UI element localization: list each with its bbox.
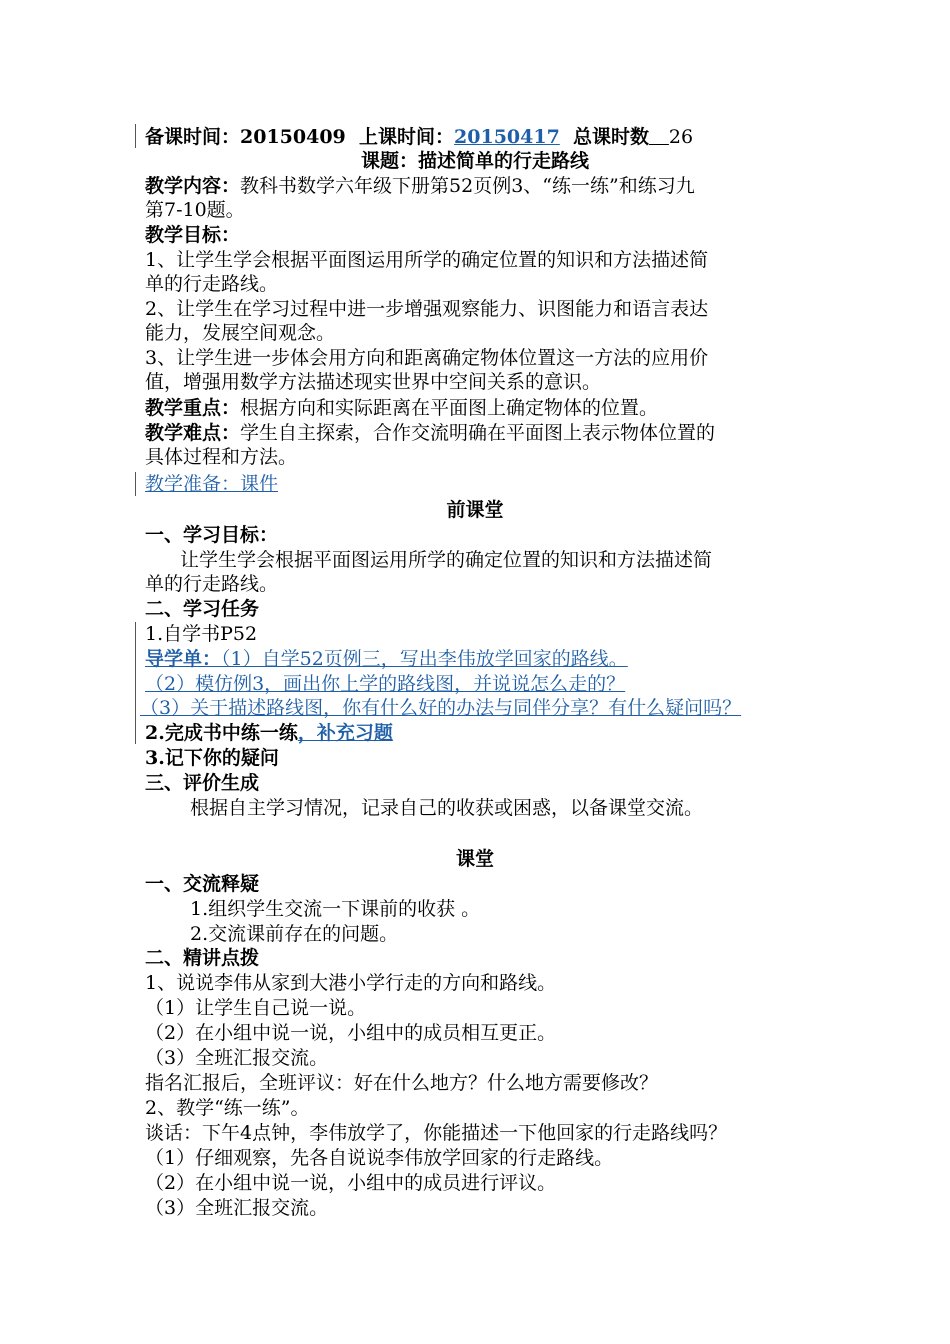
guide-line-1 xyxy=(145,647,628,671)
total-periods-value: 26 xyxy=(668,126,694,148)
key-point-line xyxy=(145,396,658,420)
difficulty-line-1 xyxy=(145,421,715,445)
task-2: 2.完成书中练一练 xyxy=(145,722,298,744)
point-2-b: （2）在小组中说一说，小组中的成员进行评议。 xyxy=(145,1172,557,1194)
preclass-goal-line-1: 让学生学会根据平面图运用所学的确定位置的知识和方法描述简 xyxy=(180,549,713,571)
guide-label: 导学单： xyxy=(145,648,222,670)
point-1-a: （1）让学生自己说一说。 xyxy=(145,997,367,1019)
task-3: 3.记下你的疑问 xyxy=(145,747,279,769)
preclass-section-3-title: 三、评价生成 xyxy=(145,772,260,794)
difficulty-label: 教学难点： xyxy=(145,422,241,444)
prep-time-label: 备课时间： xyxy=(145,126,241,148)
point-2: 2、教学“练一练”。 xyxy=(145,1097,310,1119)
prep-materials: 教学准备：课件 xyxy=(145,473,279,495)
task-1: 1.自学书P52 xyxy=(145,623,258,645)
inclass-section-2-title: 二、精讲点拨 xyxy=(145,947,260,969)
point-1-d: 指名汇报后，全班评议：好在什么地方？什么地方需要修改？ xyxy=(145,1072,659,1094)
content-line-1 xyxy=(145,174,695,198)
prep-time-value: 20150409 xyxy=(240,126,346,148)
preclass-evaluation-text: 根据自主学习情况，记录自己的收获或困惑，以备课堂交流。 xyxy=(190,797,704,819)
point-2-talk: 谈话：下午4点钟，李伟放学了，你能描述一下他回家的行走路线吗？ xyxy=(145,1122,728,1144)
preclass-goal-line-2: 单的行走路线。 xyxy=(145,573,279,595)
header-line xyxy=(145,125,693,149)
point-2-c: （3）全班汇报交流。 xyxy=(145,1197,329,1219)
margin-bar xyxy=(135,472,136,496)
point-1-b: （2）在小组中说一说，小组中的成员相互更正。 xyxy=(145,1022,557,1044)
inclass-section-1-title: 一、交流释疑 xyxy=(145,873,260,895)
class-time-value: 20150417 xyxy=(454,126,560,148)
goal-2-line-1: 2、让学生在学习过程中进一步增强观察能力、识图能力和语言表达 xyxy=(145,298,709,320)
point-2-a: （1）仔细观察，先各自说说李伟放学回家的行走路线。 xyxy=(145,1147,614,1169)
class-time-label: 上课时间： xyxy=(359,126,455,148)
margin-bar xyxy=(135,622,136,744)
goal-2-line-2: 能力，发展空间观念。 xyxy=(145,322,336,344)
margin-bar xyxy=(135,124,136,148)
inclass-item-2: 2.交流课前存在的问题。 xyxy=(190,923,399,945)
key-point-label: 教学重点： xyxy=(145,397,241,419)
preclass-section-2-title: 二、学习任务 xyxy=(145,598,260,620)
preclass-title: 前课堂 xyxy=(446,499,504,521)
guide-item-2: （2）模仿例3，画出你上学的路线图，并说说怎么走的？ xyxy=(145,673,626,695)
task-2-extra: ，补充习题 xyxy=(297,722,393,744)
guide-item-1: （1）自学52页例三，写出李伟放学回家的路线。 xyxy=(221,648,628,670)
inclass-title: 课堂 xyxy=(455,848,494,870)
task-2-line xyxy=(145,721,393,745)
total-periods-label: 总课时数 xyxy=(573,126,650,148)
inclass-item-1: 1.组织学生交流一下课前的收获 。 xyxy=(190,898,481,920)
content-line-2: 第7-10题。 xyxy=(145,199,245,221)
key-point-text: 根据方向和实际距离在平面图上确定物体的位置。 xyxy=(240,397,659,419)
content-label: 教学内容： xyxy=(145,175,241,197)
content-text: 教科书数学六年级下册第52页例3、“练一练”和练习九 xyxy=(240,175,695,197)
point-1: 1、说说李伟从家到大港小学行走的方向和路线。 xyxy=(145,972,557,994)
difficulty-text: 学生自主探索，合作交流明确在平面图上表示物体位置的 xyxy=(240,422,716,444)
preclass-section-1-title: 一、学习目标： xyxy=(145,524,279,546)
goal-3-line-2: 值，增强用数学方法描述现实世界中空间关系的意识。 xyxy=(145,371,602,393)
guide-item-3: （3）关于描述路线图，你有什么好的办法与同伴分享？有什么疑问吗？ xyxy=(140,697,742,719)
goals-label: 教学目标： xyxy=(145,224,241,246)
point-1-c: （3）全班汇报交流。 xyxy=(145,1047,329,1069)
topic-title: 课题：描述简单的行走路线 xyxy=(360,150,589,172)
goal-1-line-1: 1、让学生学会根据平面图运用所学的确定位置的知识和方法描述简 xyxy=(145,249,709,271)
total-periods-blank xyxy=(649,126,669,148)
goal-3-line-1: 3、让学生进一步体会用方向和距离确定物体位置这一方法的应用价 xyxy=(145,347,709,369)
difficulty-line-2: 具体过程和方法。 xyxy=(145,446,298,468)
goal-1-line-2: 单的行走路线。 xyxy=(145,273,279,295)
